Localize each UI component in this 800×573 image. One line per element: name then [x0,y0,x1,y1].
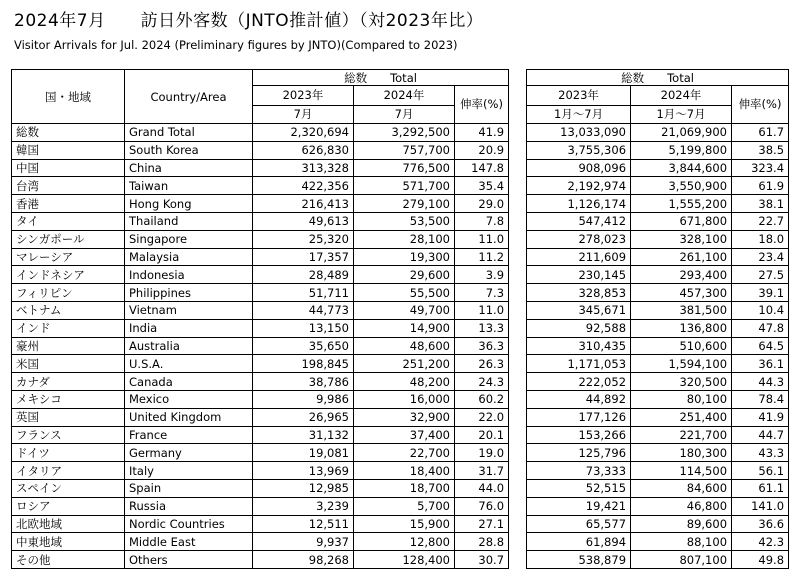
cell-2023-july: 9,986 [253,390,354,408]
cell-2023-jan-jul: 908,096 [527,159,631,177]
table-row [12,195,789,213]
cell-country-en: Vietnam [125,301,253,319]
cell-country-jp: マレーシア [12,248,125,266]
cell-2023-jan-jul: 547,412 [527,212,631,230]
column-gap [509,533,527,551]
table-row [12,319,789,337]
cell-2023-july: 2,320,694 [253,124,354,142]
column-gap [509,462,527,480]
cell-country-en: Russia [125,497,253,515]
cell-2024-july: 15,900 [354,515,455,533]
cell-country-jp: 北欧地域 [12,515,125,533]
column-gap [509,266,527,284]
cell-growth-jan-jul: 61.7 [732,124,789,142]
header-growth-month: 伸率(%) [455,86,509,124]
cell-growth-jan-jul: 41.9 [732,408,789,426]
cell-growth-july: 44.0 [455,479,509,497]
cell-2024-jan-jul: 807,100 [631,551,732,569]
column-gap [509,124,527,142]
cell-2023-jan-jul: 44,892 [527,390,631,408]
cell-growth-jan-jul: 36.6 [732,515,789,533]
cell-growth-july: 7.3 [455,284,509,302]
cell-2023-july: 198,845 [253,355,354,373]
header-2024-cum-year: 2024年 [631,86,732,106]
cell-2024-jan-jul: 136,800 [631,319,732,337]
header-2023-cum-year: 2023年 [527,86,631,106]
cell-2023-july: 12,511 [253,515,354,533]
cell-country-jp: シンガポール [12,230,125,248]
cell-country-en: United Kingdom [125,408,253,426]
cell-growth-jan-jul: 27.5 [732,266,789,284]
cell-country-jp: インドネシア [12,266,125,284]
cell-2024-july: 18,700 [354,479,455,497]
cell-growth-jan-jul: 78.4 [732,390,789,408]
cell-2024-jan-jul: 21,069,900 [631,124,732,142]
table-row [12,515,789,533]
cell-2023-jan-jul: 310,435 [527,337,631,355]
cell-country-en: India [125,319,253,337]
cell-2023-jan-jul: 230,145 [527,266,631,284]
cell-country-jp: フィリピン [12,284,125,302]
table-row [12,408,789,426]
table-row [12,212,789,230]
cell-growth-jan-jul: 43.3 [732,444,789,462]
table-row [12,141,789,159]
cell-2024-jan-jul: 381,500 [631,301,732,319]
column-gap [509,284,527,302]
cell-2023-jan-jul: 3,755,306 [527,141,631,159]
cell-growth-july: 19.0 [455,444,509,462]
cell-growth-july: 30.7 [455,551,509,569]
cell-2024-jan-jul: 328,100 [631,230,732,248]
cell-2024-jan-jul: 261,100 [631,248,732,266]
cell-country-en: Singapore [125,230,253,248]
table-row [12,230,789,248]
cell-country-en: Indonesia [125,266,253,284]
table-row [12,462,789,480]
cell-country-jp: 総数 [12,124,125,142]
cell-2024-july: 55,500 [354,284,455,302]
header-2024-month-year: 2024年 [354,86,455,106]
cell-growth-july: 147.8 [455,159,509,177]
cell-country-jp: ドイツ [12,444,125,462]
cell-2024-jan-jul: 180,300 [631,444,732,462]
cell-country-jp: ベトナム [12,301,125,319]
cell-growth-july: 29.0 [455,195,509,213]
cell-country-en: Italy [125,462,253,480]
header-growth-cumulative: 伸率(%) [732,86,789,124]
cell-2024-july: 776,500 [354,159,455,177]
cell-country-jp: ロシア [12,497,125,515]
cell-growth-july: 20.1 [455,426,509,444]
cell-country-en: Thailand [125,212,253,230]
cell-growth-jan-jul: 61.9 [732,177,789,195]
cell-country-jp: インド [12,319,125,337]
table-row [12,248,789,266]
cell-country-jp: カナダ [12,373,125,391]
cell-growth-jan-jul: 44.7 [732,426,789,444]
cell-2024-jan-jul: 1,594,100 [631,355,732,373]
column-gap [509,479,527,497]
cell-growth-july: 11.2 [455,248,509,266]
cell-2024-july: 571,700 [354,177,455,195]
table-row [12,337,789,355]
cell-country-jp: フランス [12,426,125,444]
cell-growth-july: 41.9 [455,124,509,142]
column-gap [509,141,527,159]
cell-country-en: Hong Kong [125,195,253,213]
cell-growth-jan-jul: 56.1 [732,462,789,480]
cell-country-en: Canada [125,373,253,391]
cell-country-jp: 中国 [12,159,125,177]
column-gap [509,337,527,355]
cell-2023-july: 44,773 [253,301,354,319]
cell-country-jp: その他 [12,551,125,569]
cell-country-en: China [125,159,253,177]
cell-2023-july: 38,786 [253,373,354,391]
cell-2024-july: 19,300 [354,248,455,266]
column-gap [509,551,527,569]
table-row [12,301,789,319]
cell-2023-jan-jul: 125,796 [527,444,631,462]
cell-growth-july: 36.3 [455,337,509,355]
column-gap [509,390,527,408]
column-gap [509,177,527,195]
cell-2024-jan-jul: 320,500 [631,373,732,391]
cell-growth-jan-jul: 61.1 [732,479,789,497]
table-row [12,551,789,569]
table-row [12,390,789,408]
cell-2023-july: 51,711 [253,284,354,302]
cell-2024-july: 49,700 [354,301,455,319]
cell-2023-july: 49,613 [253,212,354,230]
cell-country-jp: 英国 [12,408,125,426]
cell-2024-july: 14,900 [354,319,455,337]
cell-growth-jan-jul: 23.4 [732,248,789,266]
cell-2023-july: 35,650 [253,337,354,355]
cell-growth-jan-jul: 323.4 [732,159,789,177]
cell-country-jp: 台湾 [12,177,125,195]
header-2024-range: 1月～7月 [631,106,732,124]
cell-2023-july: 31,132 [253,426,354,444]
column-gap [509,355,527,373]
cell-2024-jan-jul: 84,600 [631,479,732,497]
cell-2024-jan-jul: 221,700 [631,426,732,444]
cell-2023-jan-jul: 92,588 [527,319,631,337]
cell-growth-jan-jul: 18.0 [732,230,789,248]
cell-growth-july: 13.3 [455,319,509,337]
cell-2024-jan-jul: 114,500 [631,462,732,480]
table-row [12,497,789,515]
cell-growth-july: 24.3 [455,373,509,391]
cell-2023-july: 422,356 [253,177,354,195]
cell-2023-july: 13,969 [253,462,354,480]
header-group-cumulative: 総数 Total [527,70,789,86]
cell-2023-jan-jul: 19,421 [527,497,631,515]
cell-growth-jan-jul: 39.1 [732,284,789,302]
cell-growth-july: 26.3 [455,355,509,373]
cell-2023-july: 9,937 [253,533,354,551]
cell-country-en: U.S.A. [125,355,253,373]
header-country-jp: 国・地域 [12,70,125,124]
column-gap [509,195,527,213]
cell-country-en: Nordic Countries [125,515,253,533]
column-gap [509,426,527,444]
cell-growth-jan-jul: 141.0 [732,497,789,515]
table-row [12,444,789,462]
cell-2024-jan-jul: 5,199,800 [631,141,732,159]
table-row [12,284,789,302]
cell-country-en: Spain [125,479,253,497]
cell-country-en: Philippines [125,284,253,302]
cell-2024-july: 16,000 [354,390,455,408]
cell-2024-july: 5,700 [354,497,455,515]
header-2023-range: 1月～7月 [527,106,631,124]
cell-2024-jan-jul: 671,800 [631,212,732,230]
cell-country-en: Australia [125,337,253,355]
header-country-en: Country/Area [125,70,253,124]
cell-country-en: Malaysia [125,248,253,266]
page-title: 2024年7月 訪日外客数（JNTO推計値）（対2023年比） [14,11,484,31]
cell-2024-jan-jul: 89,600 [631,515,732,533]
table-row [12,355,789,373]
column-gap [509,515,527,533]
page-subtitle: Visitor Arrivals for Jul. 2024 (Preliminary figures by JNTO)(Compared to 2023) [14,38,458,52]
column-gap [509,159,527,177]
cell-2024-jan-jul: 3,844,600 [631,159,732,177]
cell-2023-july: 28,489 [253,266,354,284]
cell-growth-jan-jul: 22.7 [732,212,789,230]
header-2024-month: 7月 [354,106,455,124]
cell-2024-jan-jul: 1,555,200 [631,195,732,213]
column-gap [509,230,527,248]
column-gap [509,301,527,319]
cell-2024-jan-jul: 46,800 [631,497,732,515]
cell-2023-jan-jul: 153,266 [527,426,631,444]
cell-2024-july: 53,500 [354,212,455,230]
cell-2024-july: 251,200 [354,355,455,373]
cell-growth-july: 3.9 [455,266,509,284]
cell-2024-july: 48,600 [354,337,455,355]
cell-growth-july: 35.4 [455,177,509,195]
cell-country-jp: タイ [12,212,125,230]
column-gap [509,248,527,266]
cell-growth-jan-jul: 49.8 [732,551,789,569]
cell-growth-july: 11.0 [455,230,509,248]
cell-growth-jan-jul: 42.3 [732,533,789,551]
cell-2023-july: 19,081 [253,444,354,462]
cell-2023-july: 17,357 [253,248,354,266]
column-gap [509,444,527,462]
cell-2024-july: 128,400 [354,551,455,569]
cell-country-en: Germany [125,444,253,462]
cell-2023-jan-jul: 538,879 [527,551,631,569]
cell-growth-july: 22.0 [455,408,509,426]
cell-2023-july: 26,965 [253,408,354,426]
table-row [12,426,789,444]
cell-growth-jan-jul: 36.1 [732,355,789,373]
column-gap [509,212,527,230]
cell-2023-july: 98,268 [253,551,354,569]
cell-2024-july: 29,600 [354,266,455,284]
cell-2024-july: 757,700 [354,141,455,159]
table-row [12,124,789,142]
column-gap [509,497,527,515]
header-group-month: 総数 Total [253,70,509,86]
cell-country-en: Grand Total [125,124,253,142]
cell-2023-jan-jul: 278,023 [527,230,631,248]
cell-growth-july: 60.2 [455,390,509,408]
cell-2023-jan-jul: 73,333 [527,462,631,480]
cell-2023-jan-jul: 1,171,053 [527,355,631,373]
cell-growth-july: 31.7 [455,462,509,480]
table-row [12,479,789,497]
cell-2024-july: 28,100 [354,230,455,248]
cell-2023-jan-jul: 65,577 [527,515,631,533]
cell-2024-july: 22,700 [354,444,455,462]
cell-2024-jan-jul: 510,600 [631,337,732,355]
cell-country-en: France [125,426,253,444]
column-gap [509,373,527,391]
cell-2023-jan-jul: 52,515 [527,479,631,497]
cell-2023-july: 313,328 [253,159,354,177]
cell-country-en: South Korea [125,141,253,159]
cell-country-jp: イタリア [12,462,125,480]
column-gap [509,408,527,426]
cell-country-jp: 米国 [12,355,125,373]
cell-2024-july: 12,800 [354,533,455,551]
cell-growth-jan-jul: 38.1 [732,195,789,213]
table-row [12,177,789,195]
cell-2023-july: 13,150 [253,319,354,337]
column-gap [509,319,527,337]
cell-2024-jan-jul: 80,100 [631,390,732,408]
cell-2024-july: 279,100 [354,195,455,213]
column-gap [509,70,527,124]
cell-2024-july: 32,900 [354,408,455,426]
cell-2024-jan-jul: 88,100 [631,533,732,551]
cell-2023-jan-jul: 222,052 [527,373,631,391]
cell-country-jp: 中東地域 [12,533,125,551]
cell-country-en: Others [125,551,253,569]
cell-2024-july: 18,400 [354,462,455,480]
cell-country-jp: メキシコ [12,390,125,408]
header-2023-month-year: 2023年 [253,86,354,106]
cell-growth-jan-jul: 38.5 [732,141,789,159]
cell-2023-jan-jul: 1,126,174 [527,195,631,213]
table-row [12,159,789,177]
cell-growth-july: 11.0 [455,301,509,319]
cell-2024-july: 3,292,500 [354,124,455,142]
cell-2023-jan-jul: 211,609 [527,248,631,266]
cell-growth-jan-jul: 47.8 [732,319,789,337]
cell-2023-july: 12,985 [253,479,354,497]
cell-2023-jan-jul: 328,853 [527,284,631,302]
header-2023-month: 7月 [253,106,354,124]
cell-2024-july: 48,200 [354,373,455,391]
visitor-arrivals-table [11,69,789,569]
cell-2023-jan-jul: 2,192,974 [527,177,631,195]
cell-growth-jan-jul: 10.4 [732,301,789,319]
cell-2024-jan-jul: 251,400 [631,408,732,426]
table-row [12,533,789,551]
cell-growth-july: 27.1 [455,515,509,533]
cell-2023-jan-jul: 61,894 [527,533,631,551]
cell-country-en: Taiwan [125,177,253,195]
cell-growth-july: 7.8 [455,212,509,230]
cell-2023-jan-jul: 177,126 [527,408,631,426]
cell-2023-july: 216,413 [253,195,354,213]
cell-2024-jan-jul: 293,400 [631,266,732,284]
cell-2024-july: 37,400 [354,426,455,444]
cell-growth-jan-jul: 64.5 [732,337,789,355]
cell-growth-july: 28.8 [455,533,509,551]
cell-country-jp: 豪州 [12,337,125,355]
cell-2023-jan-jul: 13,033,090 [527,124,631,142]
cell-2024-jan-jul: 457,300 [631,284,732,302]
cell-growth-july: 20.9 [455,141,509,159]
cell-growth-jan-jul: 44.3 [732,373,789,391]
table-row [12,266,789,284]
cell-growth-july: 76.0 [455,497,509,515]
cell-2024-jan-jul: 3,550,900 [631,177,732,195]
cell-country-en: Middle East [125,533,253,551]
cell-2023-july: 3,239 [253,497,354,515]
cell-2023-july: 626,830 [253,141,354,159]
cell-country-jp: スペイン [12,479,125,497]
cell-2023-jan-jul: 345,671 [527,301,631,319]
cell-2023-july: 25,320 [253,230,354,248]
cell-country-en: Mexico [125,390,253,408]
cell-country-jp: 香港 [12,195,125,213]
table-row [12,373,789,391]
cell-country-jp: 韓国 [12,141,125,159]
